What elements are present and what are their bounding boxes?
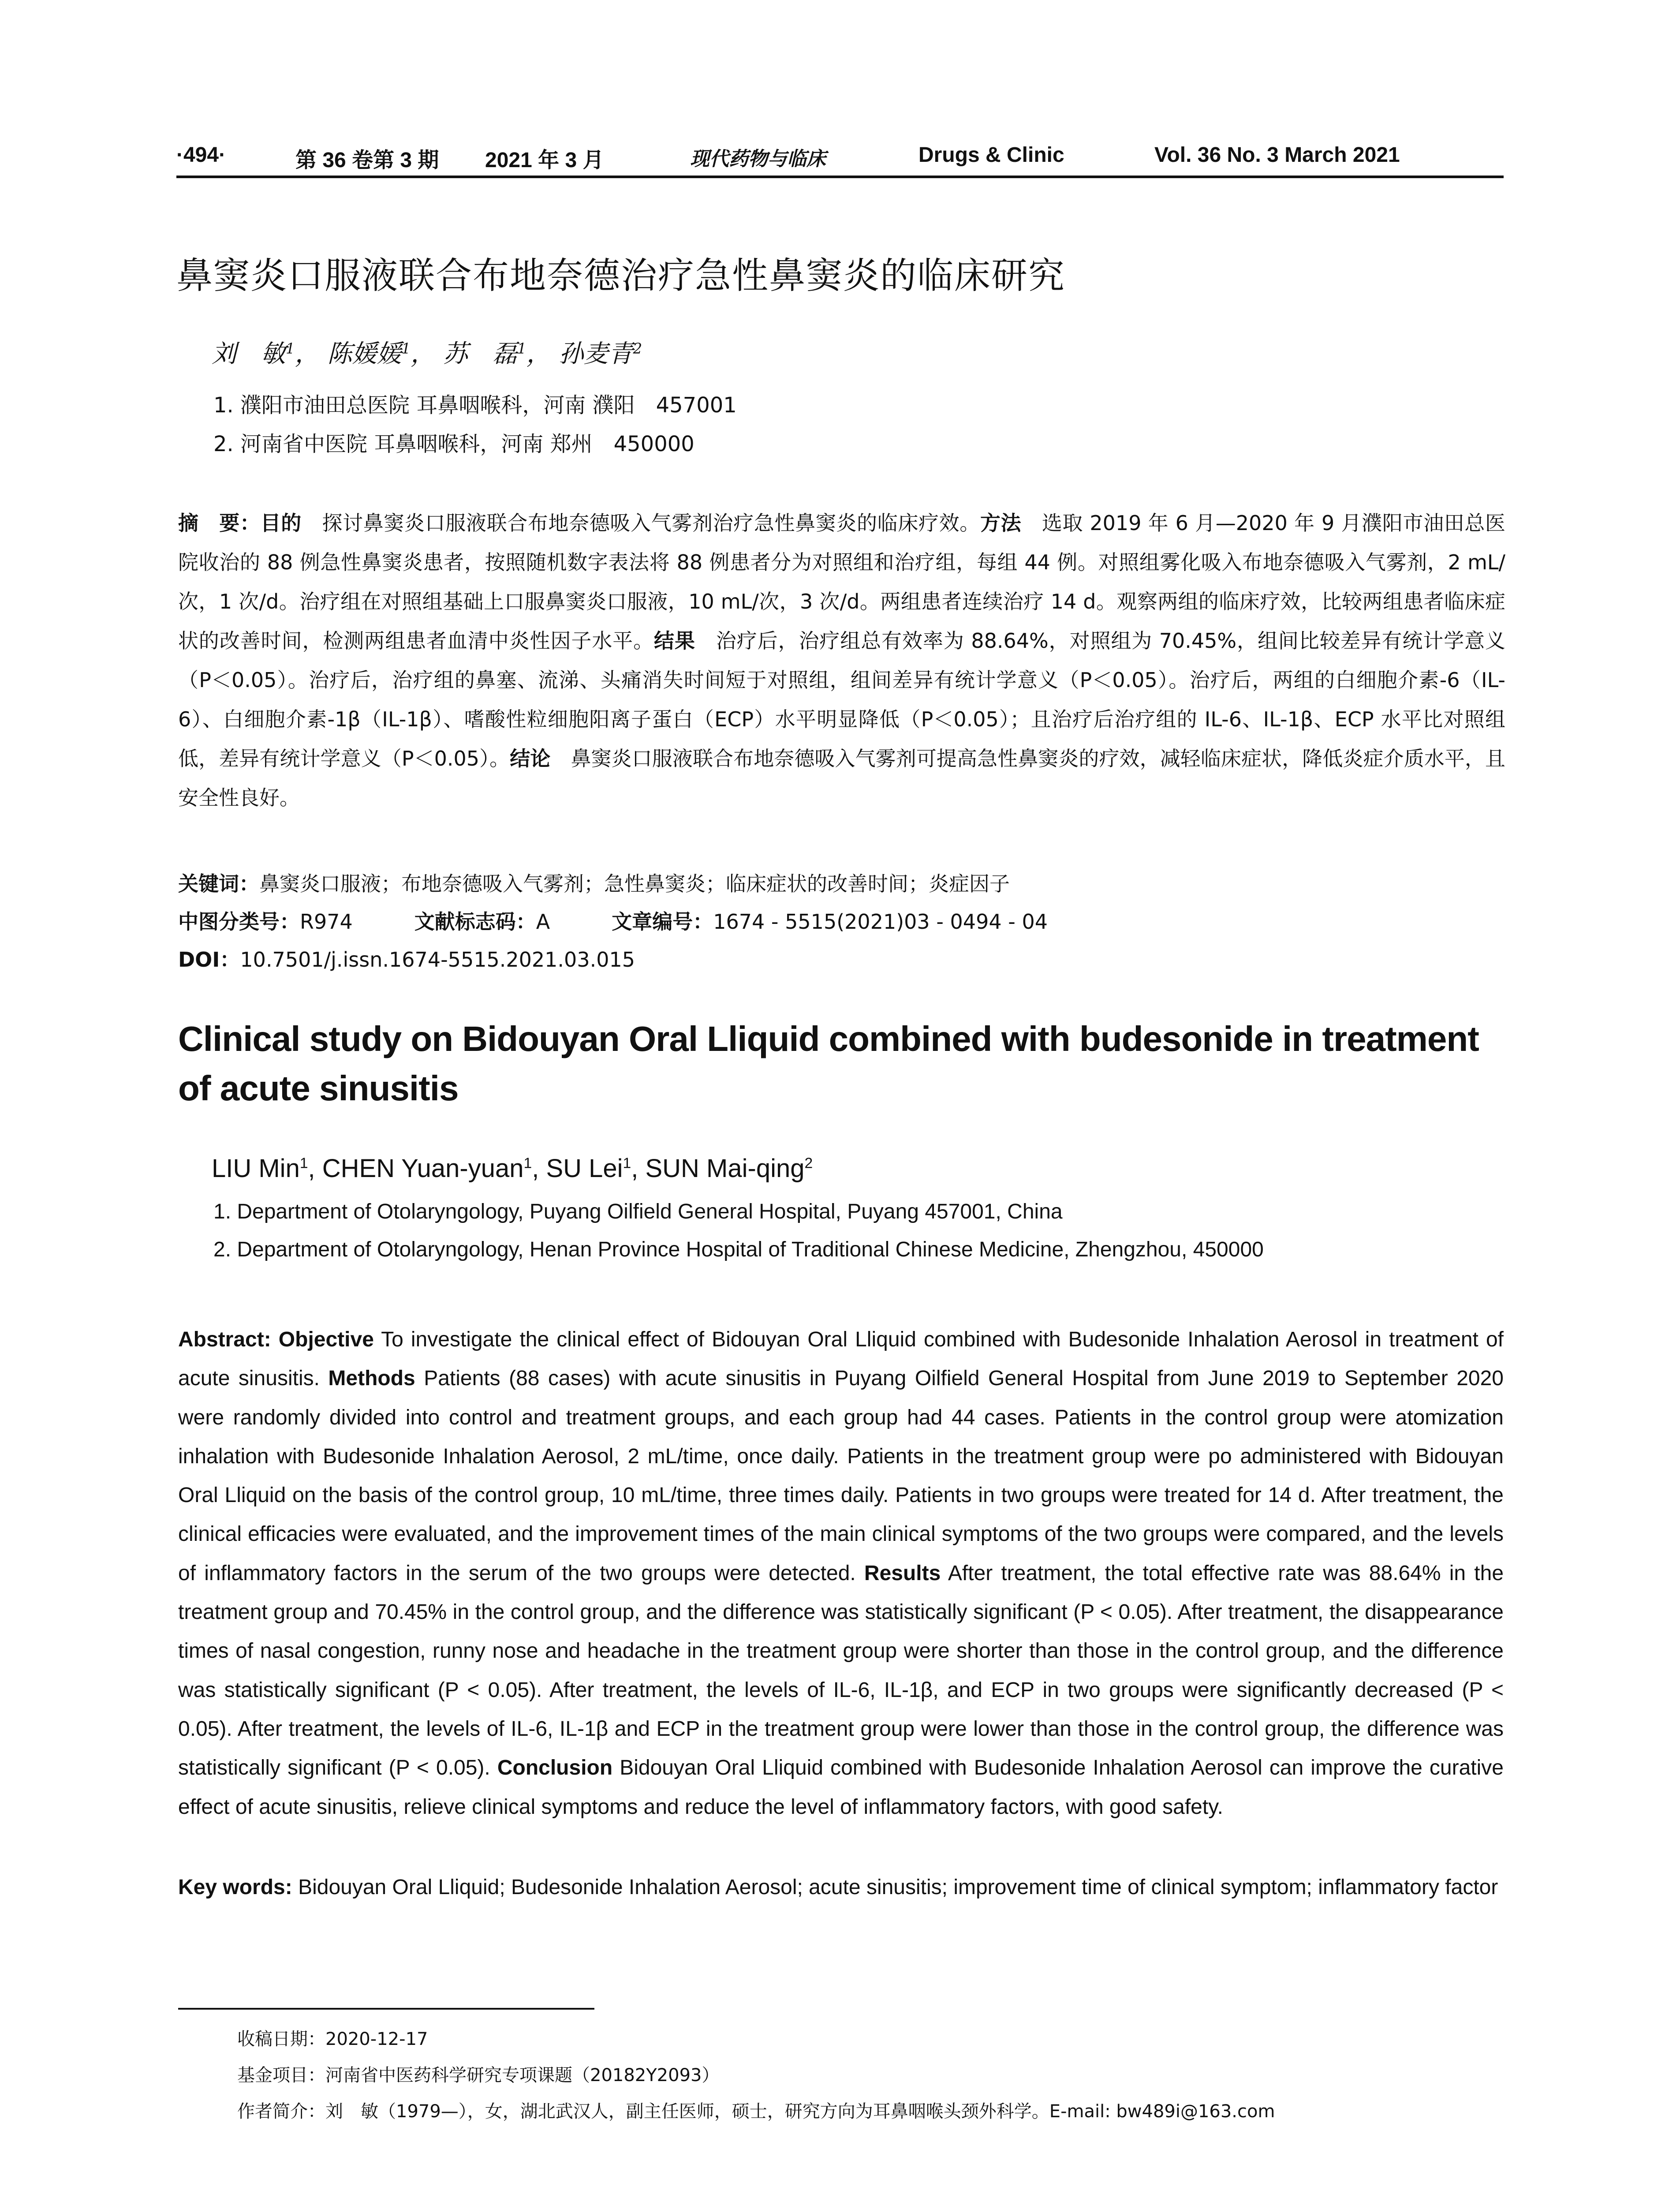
abstract-cn-label: 摘 要： bbox=[178, 511, 261, 535]
doi-line: DOI：10.7501/j.issn.1674-5515.2021.03.015 bbox=[178, 948, 635, 972]
classification-line: 中图分类号：R974 文献标志码：A 文章编号：1674 - 5515(2021)03 - 0494 - 04 bbox=[178, 910, 1048, 934]
journal-en: Drugs & Clinic bbox=[918, 143, 1064, 167]
doi-link[interactable]: 10.7501/j.issn.1674-5515.2021.03.015 bbox=[240, 948, 635, 972]
running-header bbox=[176, 140, 1504, 176]
footnote-rule bbox=[178, 2008, 594, 2010]
volume-cn: 第 36 卷第 3 期 bbox=[295, 149, 439, 172]
header-rule bbox=[176, 176, 1504, 178]
date-cn: 2021 年 3 月 bbox=[485, 149, 604, 172]
page-number: ·494· bbox=[176, 143, 226, 167]
footnote-fund: 基金项目：河南省中医药科学研究专项课题（20182Y2093） bbox=[237, 2065, 720, 2085]
abstract-en: Abstract: Objective To investigate the clinical effect of Bidouyan Oral Lliquid combined with Budesonide Inhalation Aerosol in treatment of acute sinusitis. Methods Patients (88 cases) with acute sinusitis in Puyang Oilfield General Hospital from June 2019 to September 2020 were randomly divided into control and treatment groups, and each group had 44 cases. Patients in the control group were atomization inhalation with Budesonide Inhalation Aerosol, 2 mL/time, once daily. Patients in the treatment group were po administered with Bidouyan Oral Lliquid on the basis of the control group, 10 mL/time, three times daily. Patients in two groups were treated for 14 d. After treatment, the clinical efficacies were evaluated, and the improvement times of the main clinical symptoms of the two groups were compared, and the levels of inflammatory factors in the serum of the two groups were detected. Results After treatment, the total effective rate was 88.64% in the treatment group and 70.45% in the control group, and the difference was statistically significant (P < 0.05). After treatment, the disappearance times of nasal congestion, runny nose and headache in the treatment group were shorter than those in the control group, and the difference was statistically significant (P < 0.05). After treatment, the levels of IL-6, IL-1β, and ECP in two groups were significantly decreased (P < 0.05). After treatment, the levels of IL-6, IL-1β and ECP in the treatment group were lower than those in the control group, the difference was statistically significant (P < 0.05). Conclusion Bidouyan Oral Lliquid combined with Budesonide Inhalation Aerosol can improve the curative effect of acute sinusitis, relieve clinical symptoms and reduce the level of inflammatory factors, with good safety. bbox=[178, 1328, 1504, 1819]
affiliation-en-2: 2. Department of Otolaryngology, Henan Province Hospital of Traditional Chinese Medicine, Zhengzhou, 450000 bbox=[213, 1238, 1264, 1261]
title-en: Clinical study on Bidouyan Oral Lliquid combined with budesonide in treatment of acute sinusitis bbox=[178, 1019, 1479, 1108]
footnote-author: 作者简介：刘 敏（1979—），女，湖北武汉人，副主任医师，硕士，研究方向为耳鼻咽喉头颈外科学。E-mail: bw489i@163.com bbox=[237, 2101, 1275, 2122]
keywords-en: Key words: Bidouyan Oral Lliquid; Budesonide Inhalation Aerosol; acute sinusitis; improvement time of clinical symptom; inflammatory factor bbox=[178, 1876, 1498, 1899]
journal-cn: 现代药物与临床 bbox=[690, 148, 826, 170]
authors-en: LIU Min$^1$, CHEN Yuan-yuan$^1$, SU Lei$^1$, SUN Mai-qing$^2$ bbox=[212, 1154, 813, 1183]
authors-cn: 刘 敏$^1$， 陈媛媛$^1$， 苏 磊$^1$， 孙麦青$^2$ bbox=[212, 340, 642, 368]
author-cn: 刘 敏 bbox=[212, 340, 286, 368]
author-cn: 陈媛媛 bbox=[327, 340, 402, 368]
affiliation-cn-2: 2. 河南省中医院 耳鼻咽喉科，河南 郑州 450000 bbox=[213, 432, 694, 456]
author-cn: 苏 磊 bbox=[443, 340, 517, 368]
affiliation-en-1: 1. Department of Otolaryngology, Puyang Oilfield General Hospital, Puyang 457001, China bbox=[213, 1200, 1063, 1223]
abstract-cn: 摘 要：目的 探讨鼻窦炎口服液联合布地奈德吸入气雾剂治疗急性鼻窦炎的临床疗效。方法 选取 2019 年 6 月—2020 年 9 月濮阳市油田总医院收治的 88 例急性鼻窦炎患者，按照随机数字表法将 88 例患者分为对照组和治疗组，每组 44 例。对照组雾化吸入布地奈德吸入气雾剂，2 mL/次，1 次/d。治疗组在对照组基础上口服鼻窦炎口服液，10 mL/次，3 次/d。两组患者连续治疗 14 d。观察两组的临床疗效，比较两组患者临床症状的改善时间，检测两组患者血清中炎性因子水平。结果 治疗后，治疗组总有效率为 88.64%，对照组为 70.45%，组间比较差异有统计学意义（P＜0.05）。治疗后，治疗组的鼻塞、流涕、头痛消失时间短于对照组，组间差异有统计学意义（P＜0.05）。治疗后，两组的白细胞介素-6（IL-6）、白细胞介素-1β（IL-1β）、嗜酸性粒细胞阳离子蛋白（ECP）水平明显降低（P＜0.05）；且治疗后治疗组的 IL-6、IL-1β、ECP 水平比对照组低，差异有统计学意义（P＜0.05）。结论 鼻窦炎口服液联合布地奈德吸入气雾剂可提高急性鼻窦炎的疗效，减轻临床症状，降低炎症介质水平，且安全性良好。 bbox=[178, 511, 1506, 810]
footnote-received: 收稿日期：2020-12-17 bbox=[237, 2029, 428, 2049]
author-cn: 孙麦青 bbox=[559, 340, 633, 368]
volume-en: Vol. 36 No. 3 March 2021 bbox=[1154, 143, 1400, 167]
keywords-cn: 关键词：鼻窦炎口服液；布地奈德吸入气雾剂；急性鼻窦炎；临床症状的改善时间；炎症因子 bbox=[178, 872, 1010, 896]
affiliation-cn-1: 1. 濮阳市油田总医院 耳鼻咽喉科，河南 濮阳 457001 bbox=[213, 393, 737, 418]
title-cn: 鼻窦炎口服液联合布地奈德治疗急性鼻窦炎的临床研究 bbox=[176, 255, 1066, 297]
